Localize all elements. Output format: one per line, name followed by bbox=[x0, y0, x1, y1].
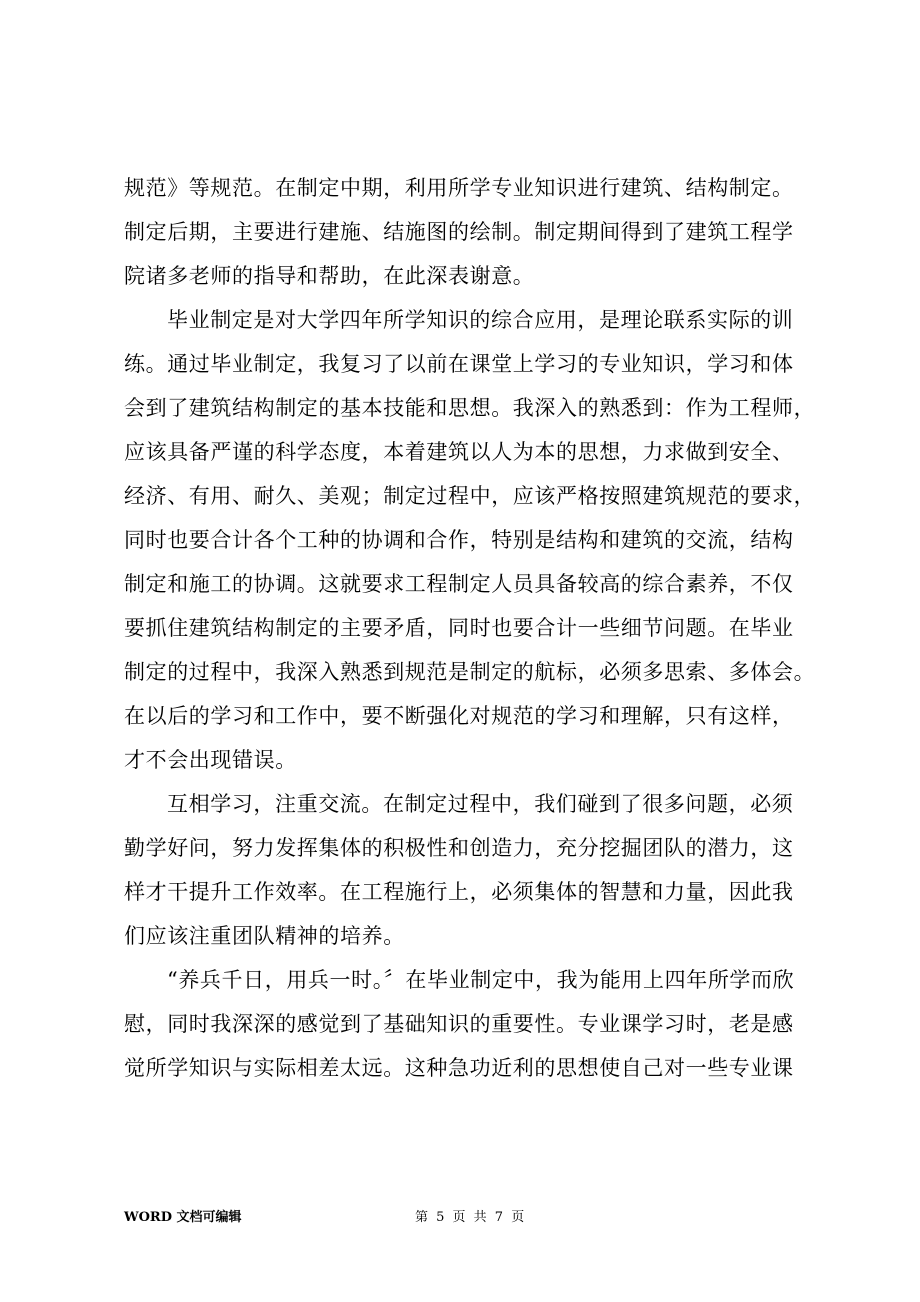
paragraph-start-line: 互相学习，注重交流。在制定过程中，我们碰到了很多问题，必须 bbox=[167, 792, 794, 816]
paragraph-start-line: 毕业制定是对大学四年所学知识的综合应用，是理论联系实际的训 bbox=[167, 308, 794, 332]
text-line: 觉所学知识与实际相差太远。这种急功近利的思想使自己对一些专业课 bbox=[124, 1056, 794, 1080]
text-line: 样才干提升工作效率。在工程施行上，必须集体的智慧和力量，因此我 bbox=[124, 880, 794, 904]
page-footer bbox=[0, 1206, 920, 1230]
text-line: 制定后期，主要进行建施、结施图的绘制。制定期间得到了建筑工程学 bbox=[124, 220, 794, 244]
document-body bbox=[124, 166, 814, 1090]
text-line: 规范》等规范。在制定中期，利用所学专业知识进行建筑、结构制定。 bbox=[124, 176, 794, 200]
text-line: 经济、有用、耐久、美观；制定过程中，应该严格按照建筑规范的要求， bbox=[124, 484, 816, 508]
footer-editable-label: WORD 文档可编辑 bbox=[124, 1210, 242, 1225]
page-number: 第 5 页 共 7 页 bbox=[415, 1210, 527, 1225]
text-line: 练。通过毕业制定，我复习了以前在课堂上学习的专业知识，学习和体 bbox=[124, 352, 794, 376]
text-line: 同时也要合计各个工种的协调和合作，特别是结构和建筑的交流，结构 bbox=[124, 528, 794, 552]
text-line: 制定的过程中，我深入熟悉到规范是制定的航标，必须多思索、多体会。 bbox=[124, 660, 816, 684]
text-line: 勤学好问，努力发挥集体的积极性和创造力，充分挖掘团队的潜力，这 bbox=[124, 836, 794, 860]
text-line: 会到了建筑结构制定的基本技能和思想。我深入的熟悉到：作为工程师， bbox=[124, 396, 816, 420]
text-line: 才不会出现错误。 bbox=[124, 748, 297, 772]
text-line: 在以后的学习和工作中，要不断强化对规范的学习和理解，只有这样， bbox=[124, 704, 794, 728]
text-line: 制定和施工的协调。这就要求工程制定人员具备较高的综合素养，不仅 bbox=[124, 572, 794, 596]
text-line: 院诸多老师的指导和帮助，在此深表谢意。 bbox=[124, 264, 535, 288]
paragraph-start-line: “养兵千日，用兵一时。〞在毕业制定中，我为能用上四年所学而欣 bbox=[167, 968, 795, 992]
text-line: 要抓住建筑结构制定的主要矛盾，同时也要合计一些细节问题。在毕业 bbox=[124, 616, 794, 640]
text-line: 应该具备严谨的科学态度，本着建筑以人为本的思想，力求做到安全、 bbox=[124, 440, 794, 464]
text-line: 们应该注重团队精神的培养。 bbox=[124, 924, 405, 948]
text-line: 慰，同时我深深的感觉到了基础知识的重要性。专业课学习时，老是感 bbox=[124, 1012, 794, 1036]
